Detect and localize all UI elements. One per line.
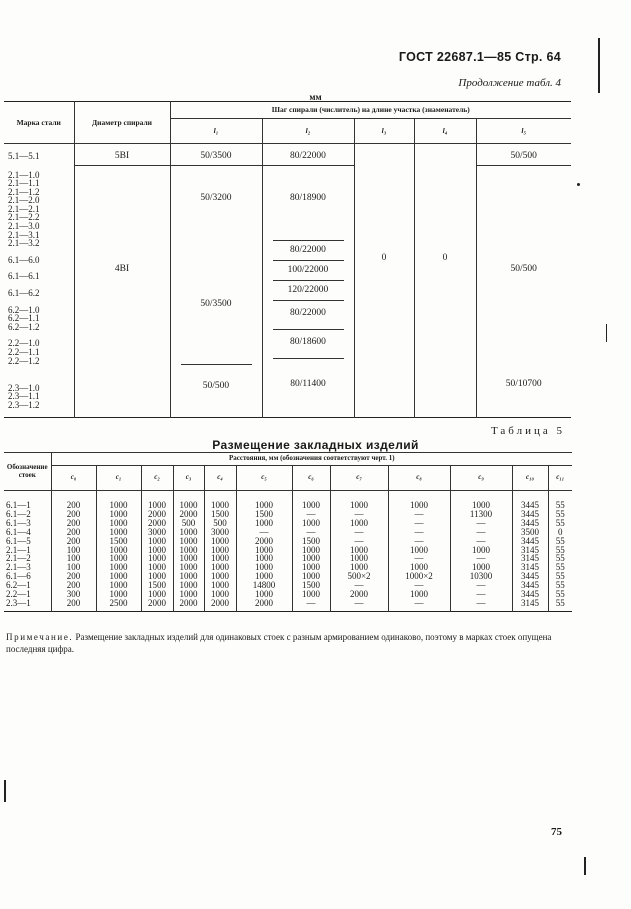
segment-divider xyxy=(273,300,344,301)
distance-cell: 1000 xyxy=(292,590,330,599)
distance-cell: 1000 xyxy=(173,491,204,510)
pole-designation-cell: 6.1—6 xyxy=(6,571,31,582)
document-header: ГОСТ 22687.1—85 Стр. 64 xyxy=(398,50,561,64)
pole-designation-cell: 6.2—1 xyxy=(6,580,31,591)
l5-cell xyxy=(476,144,571,166)
distance-cell: 1000 xyxy=(96,590,141,599)
l2-cell xyxy=(262,166,354,374)
distance-cell: 1000 xyxy=(141,546,173,555)
grade: 2.2—1.0 xyxy=(8,338,40,349)
segment-divider xyxy=(273,280,344,281)
col-l1: l₁ xyxy=(170,119,262,144)
distance-cell: 3500 xyxy=(512,528,548,537)
grade-cell xyxy=(4,144,74,166)
segment-divider xyxy=(273,260,344,261)
distance-cell: 1500 xyxy=(236,510,292,519)
distance-cell: 1000 xyxy=(204,546,236,555)
scan-mark xyxy=(598,38,600,93)
l4-value: 0 xyxy=(442,252,448,263)
grade: 2.1—1.2 xyxy=(8,186,40,197)
distance-cell: 55 xyxy=(548,537,572,546)
distance-cell: — xyxy=(388,554,450,563)
distance-cell: 1000 xyxy=(96,510,141,519)
col-c7: c₇ xyxy=(330,466,388,491)
distance-cell: 1000 xyxy=(450,491,512,510)
distance-cell: 1000 xyxy=(450,563,512,572)
distance-cell: — xyxy=(388,510,450,519)
grade: 2.3—1.2 xyxy=(8,399,40,410)
distance-cell: 1000 xyxy=(204,572,236,581)
distance-cell: 3145 xyxy=(512,563,548,572)
distance-cell: — xyxy=(450,590,512,599)
distance-cell: 2000 xyxy=(236,537,292,546)
grade: 6.2—1.2 xyxy=(8,321,40,332)
distance-cell: 2000 xyxy=(204,599,236,611)
distance-cell: 1000 xyxy=(173,537,204,546)
distance-cell: 55 xyxy=(548,563,572,572)
distance-cell: 1000 xyxy=(96,572,141,581)
grade: 6.2—1.1 xyxy=(8,313,40,324)
distance-cell: 200 xyxy=(51,528,96,537)
distance-cell: 1000 xyxy=(204,491,236,510)
distance-cell: — xyxy=(388,528,450,537)
distance-cell: 2000 xyxy=(236,599,292,611)
distance-cell: — xyxy=(292,510,330,519)
distance-cell: 1000 xyxy=(96,491,141,510)
distance-cell: 1000 xyxy=(173,528,204,537)
distance-cell: — xyxy=(236,528,292,537)
distance-cell: 1000 xyxy=(204,581,236,590)
distance-cell: 200 xyxy=(51,491,96,510)
grade: 2.2—1.1 xyxy=(8,347,40,357)
spiral-pitch-table xyxy=(4,101,571,418)
distance-cell: 1000 xyxy=(236,519,292,528)
distance-cell: 55 xyxy=(548,581,572,590)
distance-cell: — xyxy=(450,581,512,590)
l2-value: 80/18900 xyxy=(290,193,326,203)
pole-designation-cell: 6.1—1 xyxy=(6,500,31,510)
distance-cell: 1000 xyxy=(173,546,204,555)
distance-cell: 3445 xyxy=(512,519,548,528)
distance-cell: 1000 xyxy=(96,563,141,572)
grade: 2.1—1.0 xyxy=(8,169,40,180)
grade: 2.2—1.2 xyxy=(8,355,40,366)
col-c10: c₁₀ xyxy=(512,466,548,491)
table5-title: Размещение закладных изделий xyxy=(212,438,419,452)
diameter-value: 5ВI xyxy=(114,151,130,161)
pole-designation-cell: 6.1—4 xyxy=(6,526,31,537)
l5-value: 50/500 xyxy=(510,151,537,161)
l1-value: 50/3500 xyxy=(200,151,232,161)
distance-cell: 1000 xyxy=(292,519,330,528)
distance-cell: 1000 xyxy=(330,546,388,555)
note-text: Размещение закладных изделий для одинаковых стоек с разным армированием одинаково, поэтому в марках стоек опущена последняя цифра. xyxy=(6,632,552,654)
l1-value: 50/3200 xyxy=(200,193,232,203)
col-distances-group: Расстояния, мм (обозначения соответствуют черт. 1) xyxy=(51,453,572,466)
col-c5: c₅ xyxy=(236,466,292,491)
distance-cell: 1000 xyxy=(204,590,236,599)
scan-mark xyxy=(4,780,6,802)
distance-cell: 1000 xyxy=(388,491,450,510)
table-row xyxy=(4,599,572,611)
distance-cell: 1000 xyxy=(388,546,450,555)
distance-cell: 1000 xyxy=(204,537,236,546)
col-l5: l₅ xyxy=(476,119,571,144)
distance-cell: 1000 xyxy=(173,554,204,563)
distance-cell: 1000 xyxy=(141,563,173,572)
distance-cell: 2000 xyxy=(330,590,388,599)
l2-value: 80/11400 xyxy=(290,378,326,389)
pole-designation-cell: 6.1—2 xyxy=(6,508,31,519)
l1-cell xyxy=(170,374,262,418)
l1-cell xyxy=(170,166,262,374)
distance-cell: 100 xyxy=(51,563,96,572)
grade: 5.1—5.1 xyxy=(8,151,40,161)
distance-cell: 55 xyxy=(548,510,572,519)
segment-divider xyxy=(181,364,252,365)
distance-cell: 3445 xyxy=(512,590,548,599)
l1-value: 50/500 xyxy=(202,380,230,391)
table-continuation-label: Продолжение табл. 4 xyxy=(458,77,561,89)
distance-cell: 1000 xyxy=(236,546,292,555)
diameter-value: 4ВI xyxy=(114,263,130,274)
table-row xyxy=(4,546,572,555)
distance-cell: 1000 xyxy=(204,563,236,572)
scan-mark xyxy=(606,324,607,342)
distance-cell: 500 xyxy=(204,519,236,528)
distance-cell: 1000 xyxy=(96,546,141,555)
distance-cell: 1000 xyxy=(236,554,292,563)
distance-cell: 1500 xyxy=(141,581,173,590)
distance-cell: 3445 xyxy=(512,510,548,519)
col-pole-designation: Обозначение стоек xyxy=(4,453,51,491)
table-row xyxy=(4,528,572,537)
grade: 2.1—3.1 xyxy=(8,229,40,240)
distance-cell: 55 xyxy=(548,572,572,581)
l5-cell xyxy=(476,374,571,418)
distance-cell: 1000 xyxy=(236,572,292,581)
distance-cell: — xyxy=(292,599,330,611)
col-pitch-group: Шаг спирали (числитель) на длине участка (знаменатель) xyxy=(170,102,571,119)
distance-cell: 55 xyxy=(548,491,572,510)
distance-cell: — xyxy=(388,599,450,611)
distance-cell: 1000 xyxy=(141,491,173,510)
distance-cell: 55 xyxy=(548,519,572,528)
distance-cell: 1000 xyxy=(292,572,330,581)
distance-cell: 1000 xyxy=(96,528,141,537)
distance-cell: 1000 xyxy=(141,572,173,581)
distance-cell: 200 xyxy=(51,599,96,611)
distance-cell: 1000 xyxy=(450,546,512,555)
pole-designation-cell: 2.1—2 xyxy=(6,553,31,564)
distance-cell: 200 xyxy=(51,572,96,581)
col-l2: l₂ xyxy=(262,119,354,144)
distance-cell: 55 xyxy=(548,554,572,563)
scan-mark xyxy=(584,857,586,875)
distance-cell: 500 xyxy=(173,519,204,528)
distance-cell: 1500 xyxy=(204,510,236,519)
distance-cell: 2000 xyxy=(173,510,204,519)
table-row xyxy=(4,491,572,510)
segment-divider xyxy=(273,329,344,330)
footnote xyxy=(6,631,566,655)
distance-cell: 1000 xyxy=(292,554,330,563)
l4-cell xyxy=(414,374,476,418)
distance-cell: 1000 xyxy=(330,563,388,572)
distance-cell: 0 xyxy=(548,528,572,537)
pole-designation-cell: 2.3—1 xyxy=(6,597,31,608)
pole-designation-cell: 2.1—3 xyxy=(6,562,31,573)
segment-divider xyxy=(273,358,344,359)
distance-cell: 200 xyxy=(51,519,96,528)
col-l3: l₃ xyxy=(354,119,414,144)
distance-cell: 100 xyxy=(51,554,96,563)
distance-cell: 200 xyxy=(51,537,96,546)
distance-cell: — xyxy=(330,510,388,519)
col-c11: c₁₁ xyxy=(548,466,572,491)
grade: 2.1—2.1 xyxy=(8,203,40,214)
distance-cell: 3145 xyxy=(512,599,548,611)
distance-cell: 1000 xyxy=(292,563,330,572)
distance-cell: 10300 xyxy=(450,572,512,581)
distance-cell: — xyxy=(330,599,388,611)
grade: 2.1—1.1 xyxy=(8,178,40,189)
segment-divider xyxy=(273,240,344,241)
distance-cell: 2500 xyxy=(96,599,141,611)
l2-cell xyxy=(262,374,354,418)
grade: 6.2—1.0 xyxy=(8,304,40,315)
grade-cell xyxy=(4,166,74,374)
distance-cell: 55 xyxy=(548,599,572,611)
col-c4: c₄ xyxy=(204,466,236,491)
distance-cell: — xyxy=(450,519,512,528)
table-row xyxy=(4,581,572,590)
distance-cell: 1000 xyxy=(96,554,141,563)
unit-label: мм xyxy=(309,92,322,102)
l5-cell xyxy=(476,166,571,374)
col-c0: c₀ xyxy=(51,466,96,491)
distance-cell: 1000 xyxy=(141,590,173,599)
distance-cell: 2000 xyxy=(141,599,173,611)
distance-cell: 1000 xyxy=(173,563,204,572)
col-grade: Марка стали xyxy=(4,102,74,144)
grade: 6.1—6.1 xyxy=(8,271,40,282)
page-number: 75 xyxy=(551,826,562,838)
table-row xyxy=(4,510,572,519)
distance-cell: 1000 xyxy=(330,554,388,563)
pole-designation-cell: 6.1—3 xyxy=(6,517,31,528)
l2-value: 80/22000 xyxy=(290,244,326,255)
distance-cell: 1000 xyxy=(292,546,330,555)
distance-cell: 14800 xyxy=(236,581,292,590)
distance-cell: 2000 xyxy=(141,519,173,528)
l2-value: 100/22000 xyxy=(287,264,329,275)
distance-cell: 3000 xyxy=(141,528,173,537)
grade: 2.3—1.1 xyxy=(8,391,40,402)
distance-cell: 1500 xyxy=(292,581,330,590)
distance-cell: 3445 xyxy=(512,491,548,510)
distance-cell: 3445 xyxy=(512,581,548,590)
distance-cell: 1000 xyxy=(141,554,173,563)
col-c1: c₁ xyxy=(96,466,141,491)
note-lead: Примечание. xyxy=(6,632,74,642)
distance-cell: 3145 xyxy=(512,554,548,563)
distance-cell: 1000 xyxy=(96,519,141,528)
l3-cell xyxy=(354,144,414,374)
distance-cell: 1000 xyxy=(141,537,173,546)
distance-cell: — xyxy=(330,581,388,590)
grade: 2.3—1.0 xyxy=(8,382,40,393)
table-row xyxy=(4,590,572,599)
pole-designation-cell: 6.1—5 xyxy=(6,535,31,546)
col-c3: c₃ xyxy=(173,466,204,491)
distance-cell: — xyxy=(292,528,330,537)
l1-value: 50/3500 xyxy=(200,298,232,309)
grade: 2.1—3.2 xyxy=(8,238,40,249)
distance-cell: 1000 xyxy=(96,581,141,590)
l1-cell xyxy=(170,144,262,166)
distance-cell: 55 xyxy=(548,590,572,599)
distance-cell: 500×2 xyxy=(330,572,388,581)
distance-cell: — xyxy=(450,537,512,546)
l2-value: 80/22000 xyxy=(290,151,326,161)
distance-cell: — xyxy=(450,599,512,611)
col-c6: c₆ xyxy=(292,466,330,491)
distance-cell: 200 xyxy=(51,510,96,519)
l5-value: 50/500 xyxy=(510,263,537,274)
table5-label: Таблица 5 xyxy=(490,425,565,437)
table-row xyxy=(4,519,572,528)
distance-cell: 300 xyxy=(51,590,96,599)
distance-cell: 200 xyxy=(51,581,96,590)
diameter-cell xyxy=(74,144,170,166)
table-row xyxy=(4,572,572,581)
distance-cell: 1500 xyxy=(292,537,330,546)
l2-value: 80/22000 xyxy=(290,307,326,318)
col-c9: c₉ xyxy=(450,466,512,491)
distance-cell: 1000 xyxy=(173,572,204,581)
l2-value: 80/18600 xyxy=(290,336,326,347)
col-c2: c₂ xyxy=(141,466,173,491)
l3-value: 0 xyxy=(381,252,387,263)
distance-cell: 1000 xyxy=(292,491,330,510)
scan-mark xyxy=(577,183,580,186)
distance-cell: 1000 xyxy=(388,563,450,572)
l5-value: 50/10700 xyxy=(505,378,542,389)
l2-value: 120/22000 xyxy=(287,284,329,295)
l2-cell xyxy=(262,144,354,166)
diameter-cell xyxy=(74,374,170,418)
distance-cell: 3445 xyxy=(512,537,548,546)
distance-cell: — xyxy=(330,537,388,546)
distance-cell: 1000 xyxy=(173,590,204,599)
distance-cell: 1000×2 xyxy=(388,572,450,581)
distance-cell: 1000 xyxy=(173,581,204,590)
col-c8: c₈ xyxy=(388,466,450,491)
l3-cell xyxy=(354,374,414,418)
distance-cell: — xyxy=(388,581,450,590)
embedded-parts-table xyxy=(4,452,572,612)
l4-cell xyxy=(414,144,476,374)
grade: 2.1—3.0 xyxy=(8,221,40,232)
distance-cell: 1000 xyxy=(236,590,292,599)
diameter-cell xyxy=(74,166,170,374)
distance-cell: 100 xyxy=(51,546,96,555)
col-diameter: Диаметр спирали xyxy=(74,102,170,144)
grade: 6.1—6.2 xyxy=(8,288,40,299)
distance-cell: 1000 xyxy=(330,491,388,510)
distance-cell: 2000 xyxy=(141,510,173,519)
pole-designation-cell: 2.2—1 xyxy=(6,589,31,600)
grade: 2.1—2.0 xyxy=(8,195,40,206)
distance-cell: 2000 xyxy=(173,599,204,611)
pole-designation-cell: 2.1—1 xyxy=(6,544,31,555)
distance-cell: — xyxy=(330,528,388,537)
distance-cell: 1000 xyxy=(236,563,292,572)
distance-cell: 11300 xyxy=(450,510,512,519)
distance-cell: 3145 xyxy=(512,546,548,555)
distance-cell: 55 xyxy=(548,546,572,555)
table5-body xyxy=(4,491,572,612)
distance-cell: 1000 xyxy=(236,491,292,510)
distance-cell: — xyxy=(388,519,450,528)
distance-cell: — xyxy=(450,554,512,563)
distance-cell: 1500 xyxy=(96,537,141,546)
grade: 2.1—2.2 xyxy=(8,212,40,223)
distance-cell: — xyxy=(388,537,450,546)
grade-cell xyxy=(4,374,74,418)
col-l4: l₄ xyxy=(414,119,476,144)
distance-cell: 1000 xyxy=(388,590,450,599)
distance-cell: 1000 xyxy=(330,519,388,528)
distance-cell: 3000 xyxy=(204,528,236,537)
distance-cell: 3445 xyxy=(512,572,548,581)
distance-cell: — xyxy=(450,528,512,537)
distance-cell: 1000 xyxy=(204,554,236,563)
grade: 6.1—6.0 xyxy=(8,254,40,265)
